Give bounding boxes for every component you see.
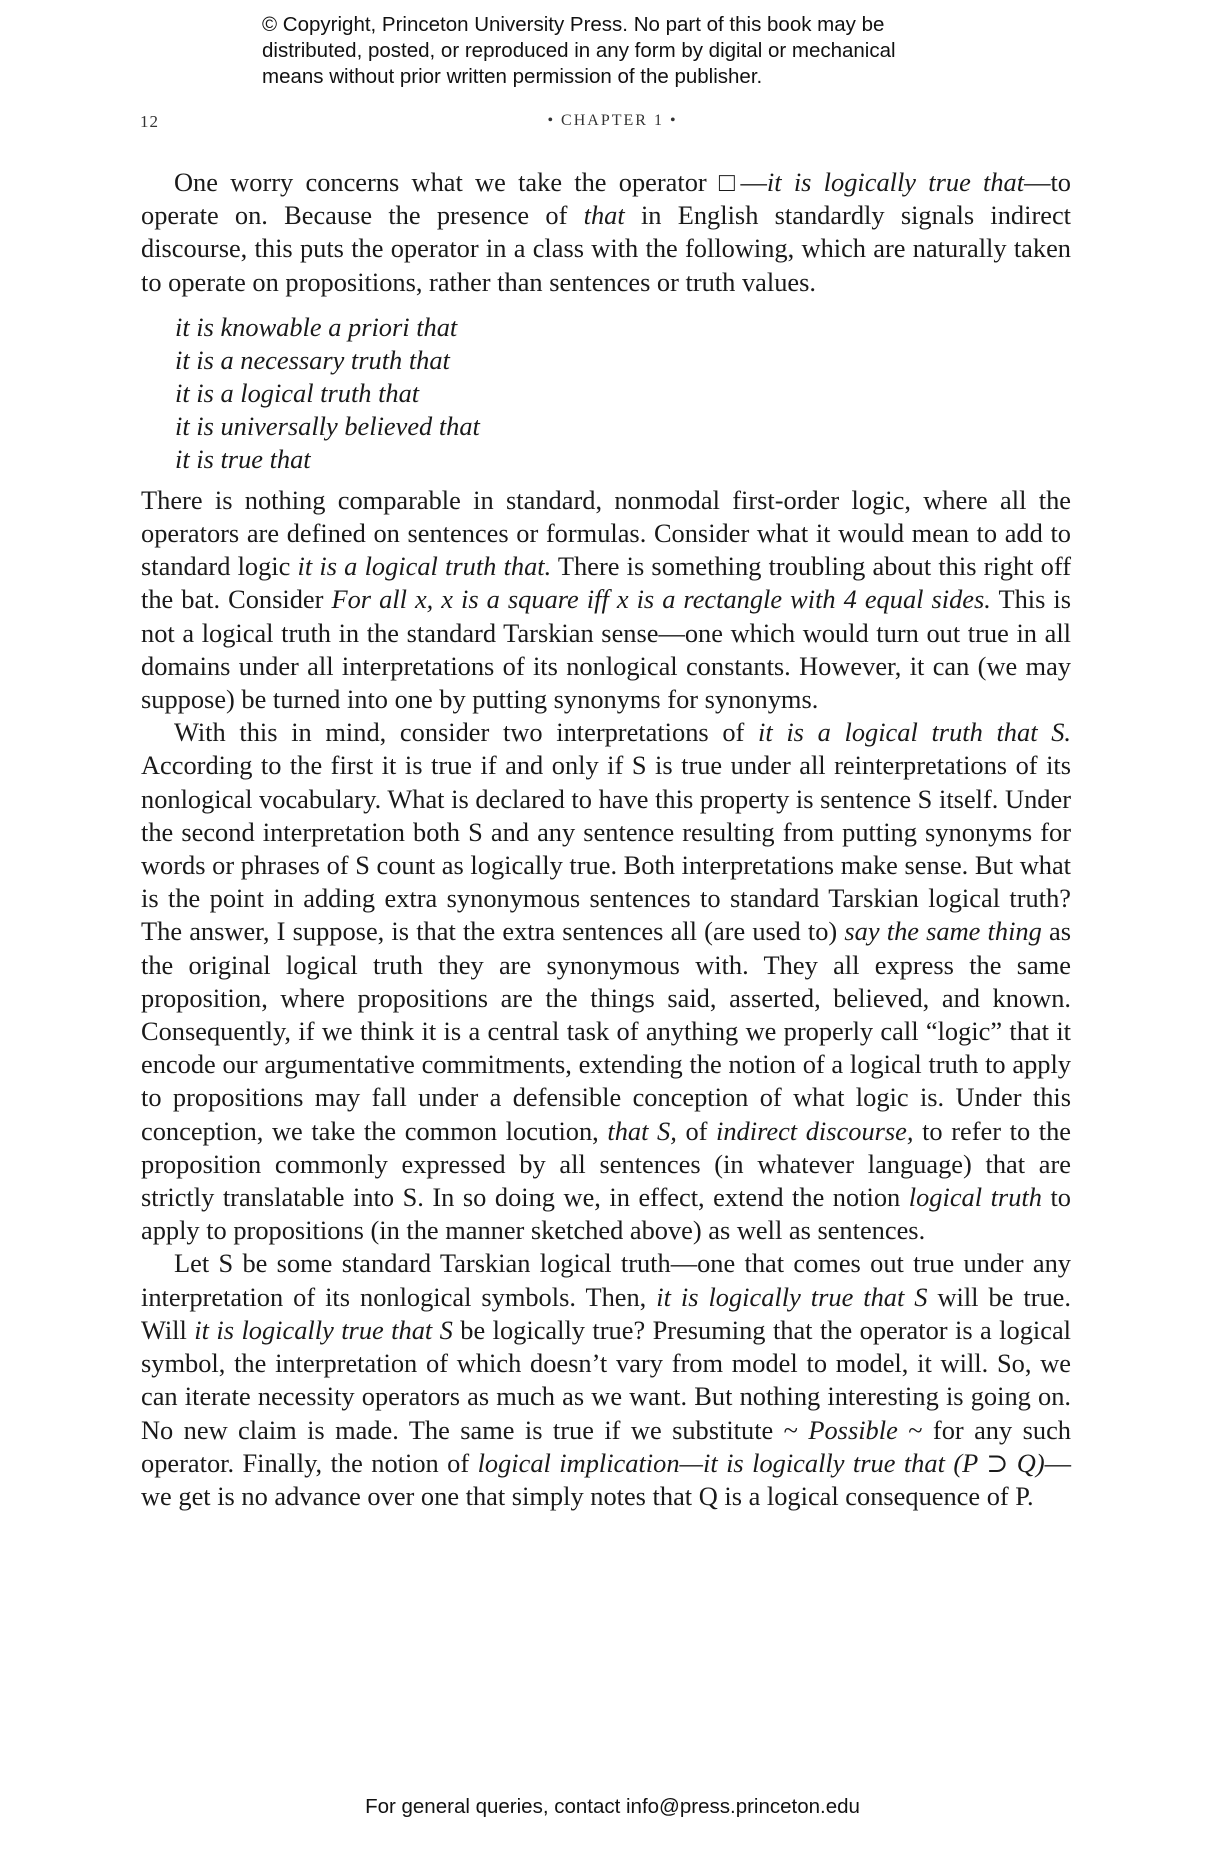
italic-run: logical implication—it is logically true that (P ⊃ Q)	[477, 1447, 1045, 1478]
text-run: will be true. Will	[141, 1281, 1071, 1345]
italic-run: it is logically true that	[766, 167, 1025, 197]
text-run: as the original logical truth they are synonymous with. They all express the same proposition, where propositions are the things said, asserted, believed, and known. Consequently, if we think it is a central task of anything we properly call “logic” that it encode our argumentative commitments, extending the notion of a logical truth to apply to propositions may fall under a defensible conception of what logic is. Under this conception, we take the common locution,	[141, 916, 1071, 1146]
text-run: of	[676, 1115, 717, 1146]
paragraph-4	[141, 1247, 1071, 1513]
copyright-line: means without prior written permission of the publisher.	[262, 65, 763, 88]
paragraph-1	[141, 166, 1071, 299]
text-run: There is nothing comparable in standard, nonmodal first-order logic, where all the operators are defined on sentences or formulas. Consider what it would mean to add to standard logic	[141, 484, 1071, 582]
text-run: to apply to propositions (in the manner sketched above) as well as sentences.	[141, 1182, 1071, 1246]
italic-run: say the same thing	[844, 916, 1042, 947]
italic-run: logical truth	[908, 1182, 1042, 1213]
text-run: With this in mind, consider two interpretations of	[174, 717, 759, 748]
italic-run: For all x, x is a square iff x is a rectangle with 4 equal sides.	[331, 584, 991, 615]
example-item: it is knowable a priori that	[175, 311, 458, 342]
footer-contact: For general queries, contact info@press.princeton.edu	[365, 1795, 860, 1818]
text-run: According to the first it is true if and only if S is true under all reinterpretations of its nonlogical vocabulary. What is declared to have this property is sentence S itself. Under the second interpretation both S and any sentence resulting from putting synonyms for words or phrases of S count as logically true. Both interpretations make sense. But what is the point in adding extra synonymous sentences to standard Tarskian logical truth? The answer, I suppose, is that the extra sentences all (are used to)	[141, 750, 1071, 947]
italic-run: it is logically true that S	[194, 1314, 453, 1345]
text-run: —to operate on. Because the presence of	[141, 167, 1071, 231]
copyright-notice	[262, 12, 982, 90]
text-run: —we get is no advance over one that simply notes that Q is a logical consequence of P.	[141, 1447, 1071, 1511]
example-item: it is a logical truth that	[175, 377, 420, 408]
italic-run: indirect discourse,	[716, 1115, 914, 1146]
italic-run: Possible	[808, 1414, 898, 1445]
running-head: • CHAPTER 1 •	[547, 112, 678, 129]
italic-run: it is a logical truth that.	[297, 551, 552, 582]
text-run: to refer to the proposition commonly expressed by all sentences (in whatever language) that are strictly translatable into S. In so doing we, in effect, extend the notion	[141, 1115, 1071, 1213]
italic-run: it is a logical truth that S.	[758, 717, 1071, 748]
example-item: it is universally believed that	[175, 410, 480, 441]
text-run: One worry concerns what we take the operator □—	[174, 167, 767, 197]
copyright-line: © Copyright, Princeton University Press. No part of this book may be	[262, 13, 885, 36]
example-item: it is a necessary truth that	[175, 344, 450, 375]
example-item: it is true that	[175, 443, 311, 474]
text-run: ~ for any such operator. Finally, the notion of	[141, 1414, 1071, 1478]
italic-run: that	[583, 200, 625, 231]
paragraph-2	[141, 484, 1071, 716]
italic-run: it is logically true that S	[656, 1281, 928, 1312]
text-run: be logically true? Presuming that the operator is a logical symbol, the interpretation of which doesn’t vary from model to model, it will. So, we can iterate necessity operators as much as we want. But nothing interesting is going on. No new claim is made. The same is true if we substitute ~	[141, 1314, 1071, 1445]
example-list	[175, 311, 1071, 476]
text-run: in English standardly signals indirect discourse, this puts the operator in a class with the following, which are naturally taken to operate on propositions, rather than sentences or truth values.	[141, 200, 1071, 297]
text-run: There is something troubling about this right off the bat. Consider	[141, 551, 1071, 615]
paragraph-3	[141, 716, 1071, 1247]
body-text	[141, 166, 1071, 1513]
text-run: This is not a logical truth in the standard Tarskian sense—one which would turn out true in all domains under all interpretations of its nonlogical constants. However, it can (we may suppose) be turned into one by putting synonyms for synonyms.	[141, 584, 1071, 715]
italic-run: that S,	[607, 1115, 677, 1146]
page-number: 12	[140, 112, 159, 131]
copyright-line: distributed, posted, or reproduced in any form by digital or mechanical	[262, 39, 896, 62]
text-run: Let S be some standard Tarskian logical truth—one that comes out true under any interpretation of its nonlogical symbols. Then,	[141, 1248, 1071, 1312]
